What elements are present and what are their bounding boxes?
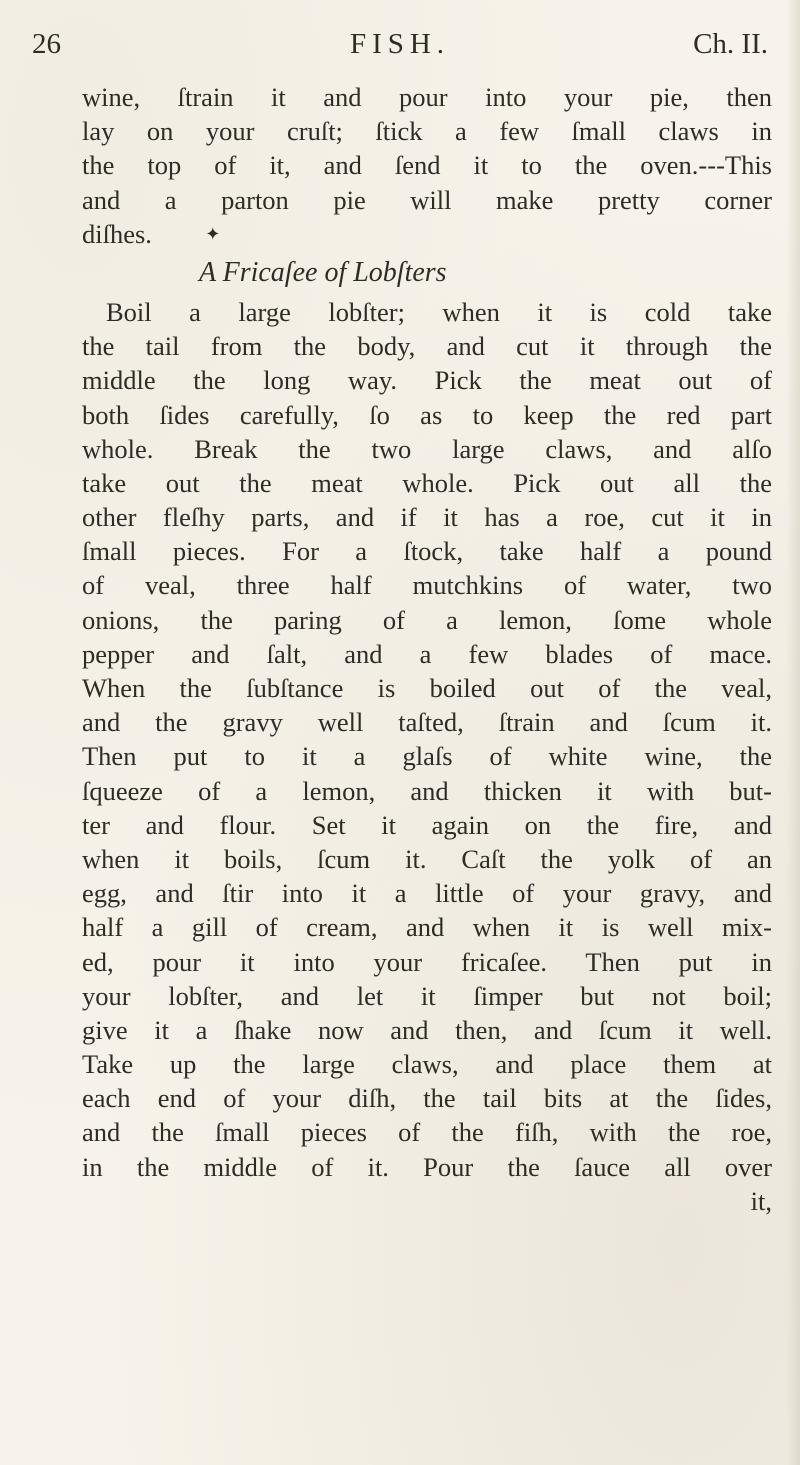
text-line: ed, pour it into your fricaſee. Then put in xyxy=(82,946,772,977)
text-line: and the gravy well taſted, ſtrain and ſcum it. xyxy=(82,707,772,738)
text-line: middle the long way. Pick the meat out of xyxy=(82,365,772,396)
catchword-line xyxy=(82,1184,772,1218)
page-edge-shadow xyxy=(786,0,800,1465)
section-heading: A Fricaſee of Lobſters xyxy=(199,256,447,288)
text-line: the top of it, and ſend it to the oven.---This xyxy=(82,150,772,181)
page-text xyxy=(82,80,772,1218)
text-line: take out the meat whole. Pick out all the xyxy=(82,467,772,498)
running-title: FISH. xyxy=(349,28,451,60)
text-line: of veal, three half mutchkins of water, two xyxy=(82,570,772,601)
text-line: other fleſhy parts, and if it has a roe, cut it in xyxy=(82,502,772,533)
text-line: your lobſter, and let it ſimper but not boil; xyxy=(82,980,772,1011)
chapter-label: Ch. II. xyxy=(693,28,768,60)
paragraph-first-line: Boil a large lobſter; when it is cold take xyxy=(106,296,772,327)
text-line: when it boils, ſcum it. Caſt the yolk of an xyxy=(82,843,772,874)
text-line: whole. Break the two large claws, and alſo xyxy=(82,433,772,464)
text-line: When the ſubſtance is boiled out of the veal, xyxy=(82,673,772,703)
text-line-end: diſhes. xyxy=(82,218,152,249)
text-line: ſmall pieces. For a ſtock, take half a pound xyxy=(82,536,772,567)
text-line: and the ſmall pieces of the fiſh, with the roe, xyxy=(82,1117,772,1148)
text-line: both ſides carefully, ſo as to keep the red part xyxy=(82,399,772,430)
text-line: each end of your diſh, the tail bits at the ſides, xyxy=(82,1083,772,1114)
text-line: egg, and ſtir into it a little of your gravy, and xyxy=(82,878,772,909)
text-line: and a parton pie will make pretty corner xyxy=(82,184,772,215)
ornament-icon: ✦ xyxy=(205,223,221,245)
text-line: Then put to it a glaſs of white wine, the xyxy=(82,741,772,772)
text-line: ſqueeze of a lemon, and thicken it with but- xyxy=(82,775,772,806)
text-line: give it a ſhake now and then, and ſcum it well. xyxy=(82,1014,772,1045)
text-line: Take up the large claws, and place them at xyxy=(82,1049,772,1080)
text-line: ter and flour. Set it again on the fire, and xyxy=(82,809,772,840)
text-line: wine, ſtrain it and pour into your pie, then xyxy=(82,82,772,112)
text-line: half a gill of cream, and when it is well mix- xyxy=(82,912,772,943)
page-number: 26 xyxy=(32,28,61,60)
text-line xyxy=(82,217,772,251)
text-line: the tail from the body, and cut it through the xyxy=(82,331,772,362)
text-line: in the middle of it. Pour the ſauce all over xyxy=(82,1151,772,1182)
running-header xyxy=(32,28,768,68)
text-line: onions, the paring of a lemon, ſome whole xyxy=(82,604,772,635)
text-line: lay on your cruſt; ſtick a few ſmall claws in xyxy=(82,116,772,147)
text-line: pepper and ſalt, and a few blades of mace. xyxy=(82,638,772,669)
catchword: it, xyxy=(750,1185,772,1216)
